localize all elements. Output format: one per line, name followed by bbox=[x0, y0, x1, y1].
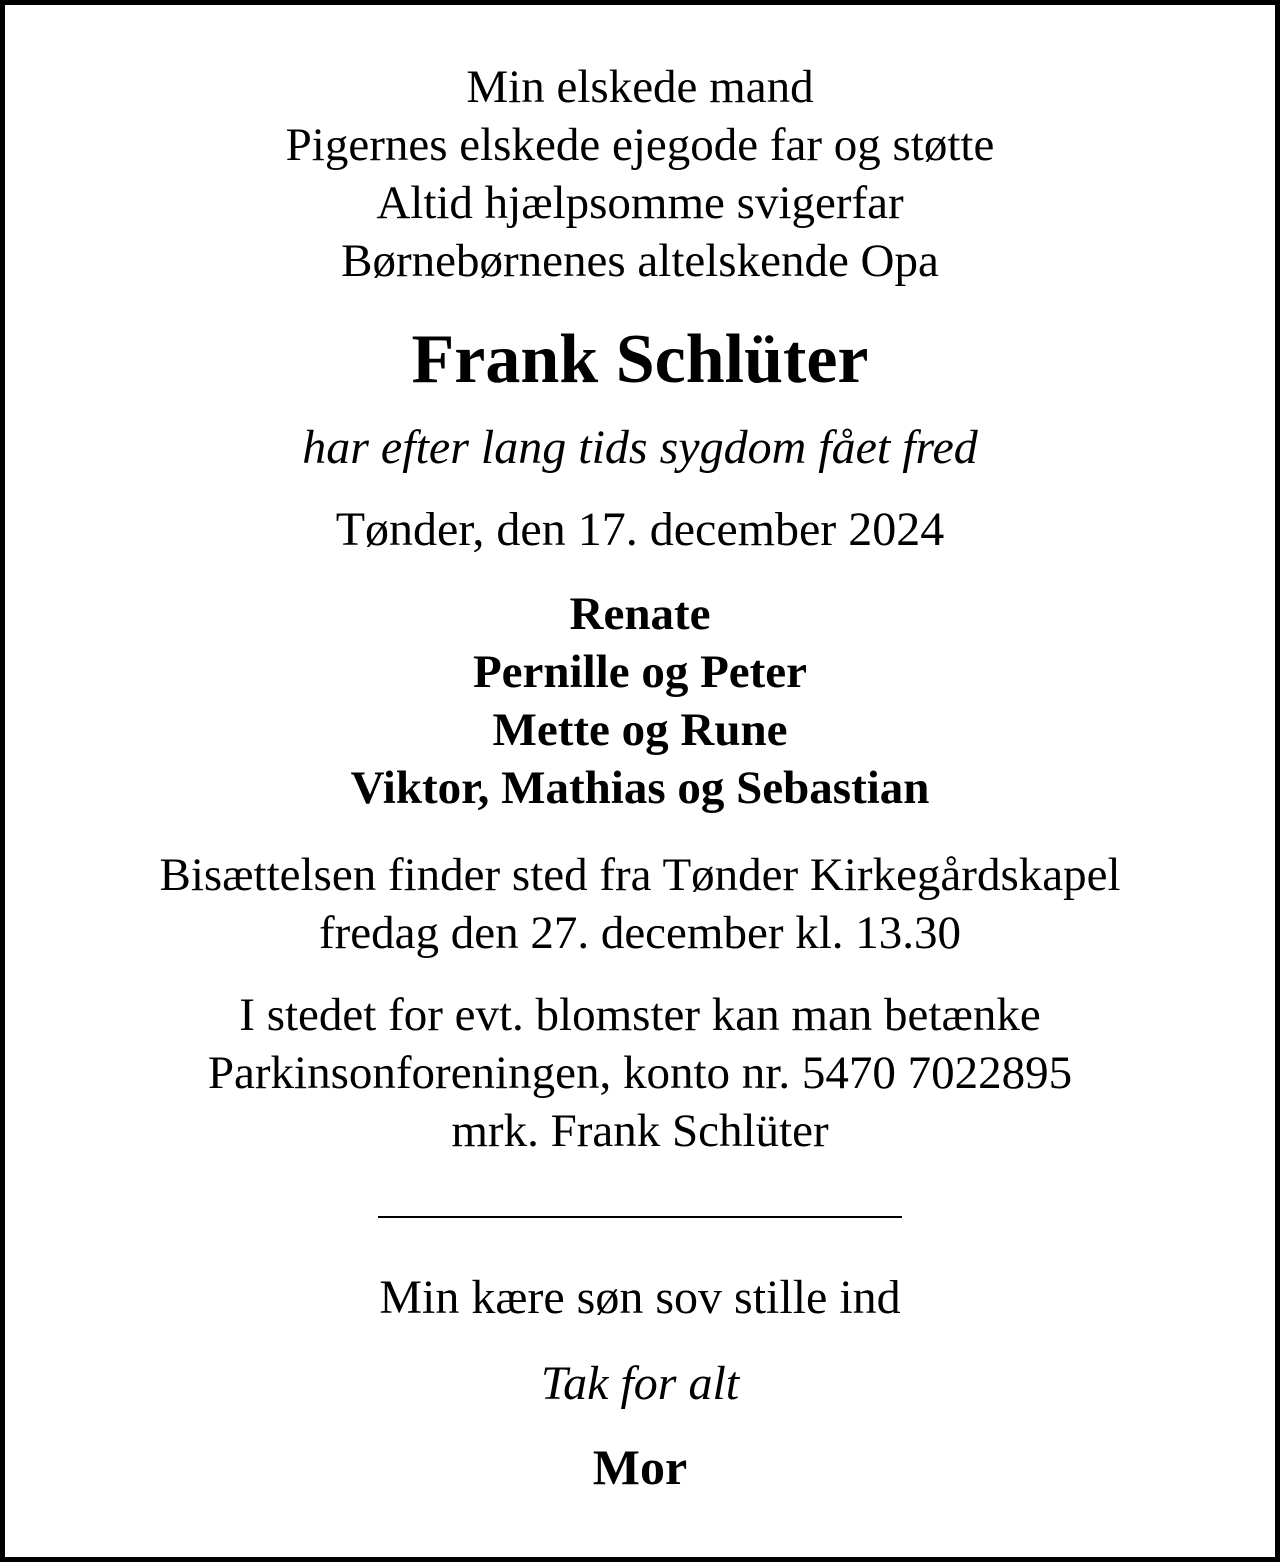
second-notice-message: Min kære søn sov stille ind bbox=[379, 1271, 901, 1324]
family-line: Renate bbox=[569, 588, 711, 640]
separator-line bbox=[378, 1216, 902, 1218]
funeral-line: Bisættelsen finder sted fra Tønder Kirkegårdskapel bbox=[159, 849, 1121, 901]
intro-line: Altid hjælpsomme svigerfar bbox=[376, 177, 904, 229]
donation-line: mrk. Frank Schlüter bbox=[451, 1105, 829, 1157]
family-line: Mette og Rune bbox=[492, 704, 788, 756]
donation-info bbox=[0, 986, 1280, 1160]
donation-line: Parkinsonforeningen, konto nr. 5470 7022895 bbox=[207, 1047, 1073, 1099]
donation-line: I stedet for evt. blomster kan man betænke bbox=[239, 989, 1041, 1041]
intro-line: Min elskede mand bbox=[466, 61, 814, 113]
second-notice-signature: Mor bbox=[592, 1439, 688, 1495]
family-line: Pernille og Peter bbox=[472, 646, 808, 698]
place-date: Tønder, den 17. december 2024 bbox=[335, 503, 945, 556]
intro-line: Børnebørnenes altelskende Opa bbox=[341, 235, 939, 287]
tagline: har efter lang tids sygdom fået fred bbox=[302, 421, 978, 474]
deceased-name: Frank Schlüter bbox=[411, 321, 869, 398]
funeral-info bbox=[0, 846, 1280, 962]
family-line: Viktor, Mathias og Sebastian bbox=[350, 762, 930, 814]
family-names bbox=[0, 585, 1280, 817]
funeral-line: fredag den 27. december kl. 13.30 bbox=[318, 907, 962, 959]
intro-line: Pigernes elskede ejegode far og støtte bbox=[285, 119, 995, 171]
second-notice-thanks: Tak for alt bbox=[540, 1357, 740, 1410]
intro-lines bbox=[0, 58, 1280, 290]
